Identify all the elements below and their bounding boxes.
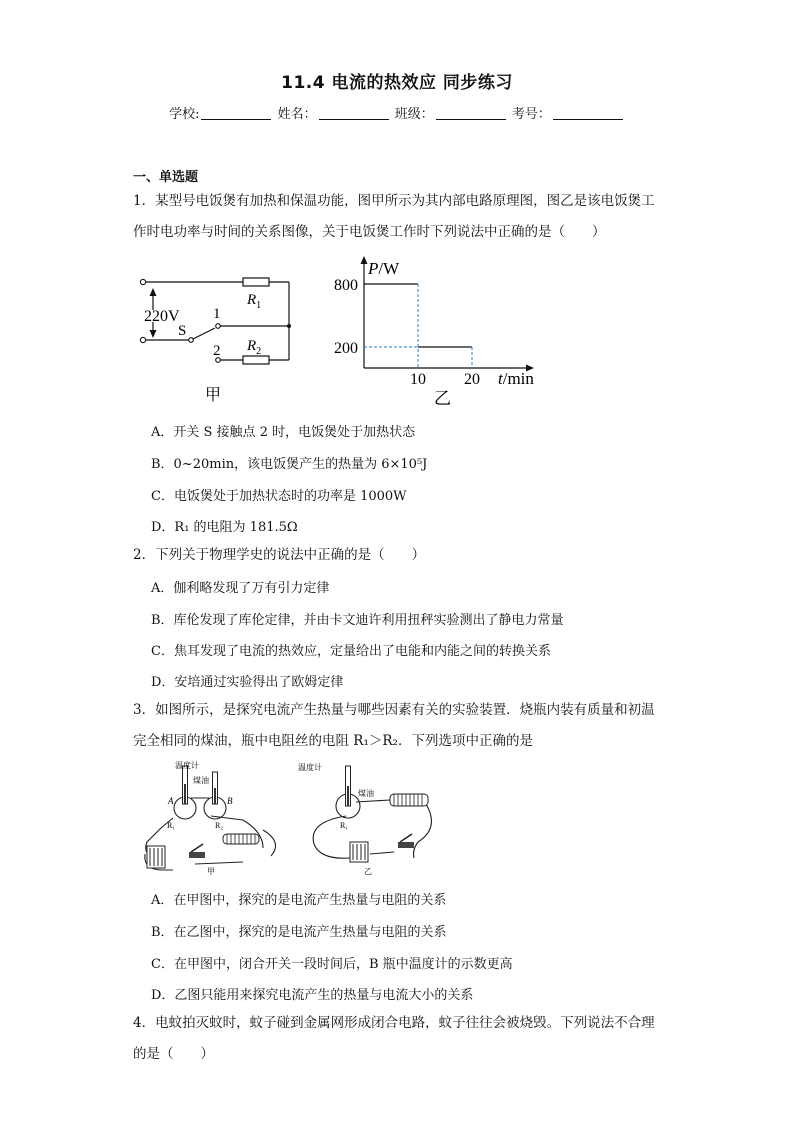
school-blank[interactable] xyxy=(201,106,271,120)
circuit-caption: 甲 xyxy=(205,387,222,404)
figure-3-apparatus-jia xyxy=(133,758,288,876)
q2-option-c[interactable]: C．焦耳发现了电流的热效应，定量给出了电能和内能之间的转换关系 xyxy=(151,644,551,659)
figure-1-circuit xyxy=(133,252,313,404)
jia-thermometer-label: 温度计 xyxy=(175,761,199,770)
circuit-r1-label: $R_1$ xyxy=(247,292,262,311)
circuit-contact-1: 1 xyxy=(213,306,221,322)
name-label: 姓名： xyxy=(277,107,317,122)
x-tick-label-1: 10 xyxy=(410,371,426,388)
q3-option-a[interactable]: A．在甲图中，探究的是电流产生热量与电阻的关系 xyxy=(151,893,447,908)
q1-option-d[interactable]: D．R₁ 的电阻为 181.5Ω xyxy=(151,520,298,535)
section-heading: 一、单选题 xyxy=(133,170,199,185)
q3-option-b[interactable]: B．在乙图中，探究的是电流产生热量与电阻的关系 xyxy=(151,925,447,940)
y-tick-label-1: 800 xyxy=(334,277,358,294)
figure-3-apparatus-yi xyxy=(294,758,454,876)
graph-y-label: P/W xyxy=(368,259,400,278)
circuit-switch-label: S xyxy=(178,323,187,339)
q2-option-d[interactable]: D．安培通过实验得出了欧姆定律 xyxy=(151,675,344,690)
circuit-contact-2: 2 xyxy=(213,343,221,359)
y-tick-label-2: 200 xyxy=(334,340,358,357)
yi-thermometer-label: 温度计 xyxy=(298,763,322,772)
q1-option-c[interactable]: C．电饭煲处于加热状态时的功率是 1000W xyxy=(151,489,407,504)
graph-x-label: t/min xyxy=(498,369,534,388)
class-blank[interactable] xyxy=(436,106,506,120)
school-label: 学校: xyxy=(169,107,200,122)
circuit-r2-label: $R_2$ xyxy=(247,338,262,357)
yi-caption: 乙 xyxy=(364,867,372,876)
graph-caption: 乙 xyxy=(434,389,451,408)
figure-1-power-time-graph xyxy=(318,252,548,412)
jia-r2-label: R₂ xyxy=(215,821,224,830)
yi-r1-label: R₁ xyxy=(340,821,349,830)
student-info-line xyxy=(0,103,794,122)
q2-option-b[interactable]: B．库伦发现了库伦定律，并由卡文迪许利用扭秤实验测出了静电力常量 xyxy=(151,613,564,628)
jia-oil-label: 煤油 xyxy=(193,776,209,785)
class-label: 班级： xyxy=(394,107,434,122)
question-2-text: 2．下列关于物理学史的说法中正确的是（ ） xyxy=(133,547,426,563)
question-3-text: 3．如图所示，是探究电流产生热量与哪些因素有关的实验装置．烧瓶内装有质量和初温完全相同的煤油，瓶中电阻丝的电阻 R₁＞R₂．下列选项中正确的是 xyxy=(133,702,655,749)
q1-option-b[interactable]: B．0~20min，该电饭煲产生的热量为 6×10⁵J xyxy=(151,457,428,472)
yi-oil-label: 煤油 xyxy=(358,789,374,798)
q3-option-d[interactable]: D．乙图只能用来探究电流产生的热量与电流大小的关系 xyxy=(151,988,474,1003)
q2-option-a[interactable]: A．伽利略发现了万有引力定律 xyxy=(151,581,330,596)
circuit-voltage-label: 220V xyxy=(144,308,180,325)
number-label: 考号： xyxy=(511,107,551,122)
q3-option-c[interactable]: C．在甲图中，闭合开关一段时间后，B 瓶中温度计的示数更高 xyxy=(151,957,513,972)
jia-bottle-a: A xyxy=(168,796,174,806)
jia-caption: 甲 xyxy=(207,867,215,876)
question-4-text: 4．电蚊拍灭蚊时，蚊子碰到金属网形成闭合电路，蚊子往往会被烧毁。下列说法不合理的是（ ） xyxy=(133,1015,655,1062)
page-title: 11.4 电流的热效应 同步练习 xyxy=(281,73,513,93)
name-blank[interactable] xyxy=(319,106,389,120)
question-1-text: 1．某型号电饭煲有加热和保温功能，图甲所示为其内部电路原理图，图乙是该电饭煲工作时电功率与时间的关系图像，关于电饭煲工作时下列说法中正确的是（ ） xyxy=(133,193,655,240)
jia-bottle-b: B xyxy=(227,796,233,806)
number-blank[interactable] xyxy=(553,106,623,120)
jia-r1-label: R₁ xyxy=(167,821,176,830)
x-tick-label-2: 20 xyxy=(464,371,480,388)
q1-option-a[interactable]: A．开关 S 接触点 2 时，电饭煲处于加热状态 xyxy=(151,425,416,440)
